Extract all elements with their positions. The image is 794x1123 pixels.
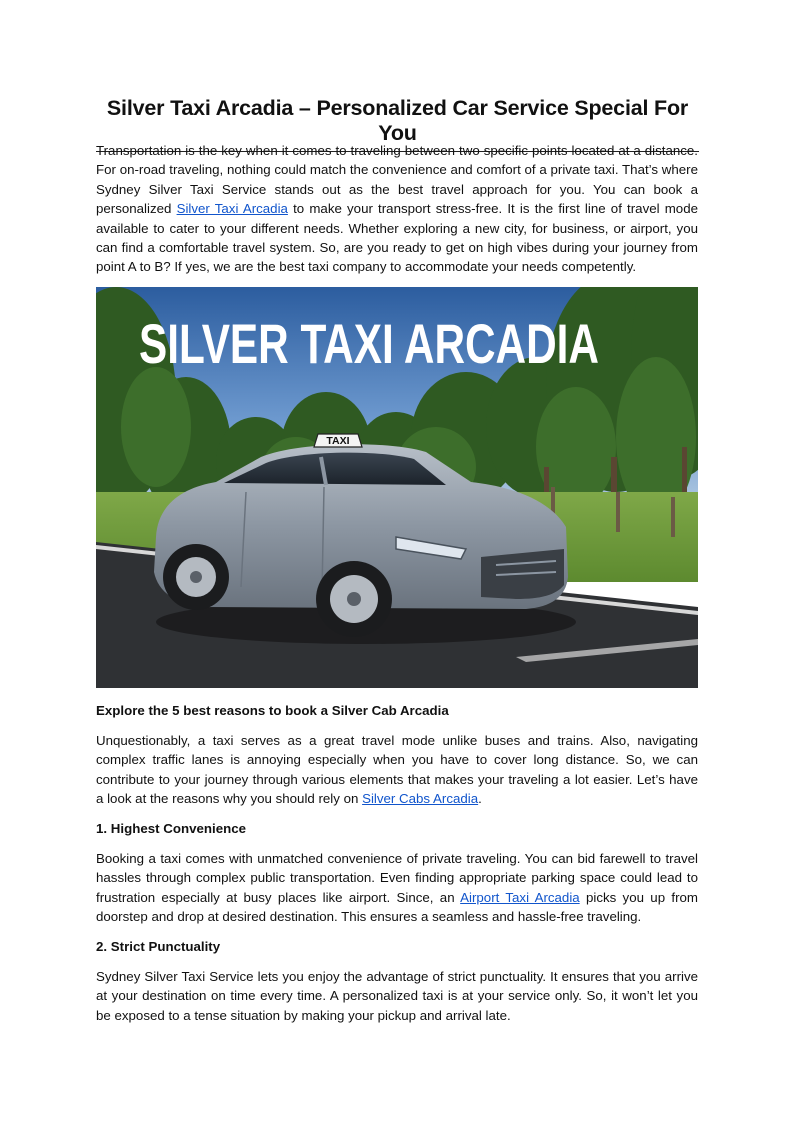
intro-paragraph (96, 141, 698, 277)
silver-cabs-arcadia-link[interactable]: Silver Cabs Arcadia (362, 791, 479, 807)
reasons-heading: Explore the 5 best reasons to book a Silver Cab Arcadia (96, 703, 449, 718)
hero-overlay-title: SILVER TAXI ARCADIA (139, 312, 599, 375)
section1-heading: 1. Highest Convenience (96, 821, 246, 836)
taxi-roof-sign: TAXI (326, 435, 350, 447)
section2-heading: 2. Strict Punctuality (96, 939, 221, 954)
section1-text-start: Booking a taxi comes with unmatched convenience of private traveling. You can bid farewell to travel hassles through complex public transportation. Even finding appropriate parking space could lead to frustration especially at busy places like airport. Since, an (96, 851, 698, 905)
section1-text-end: picks you up from doorstep and drop at desired destination. This ensures a seamless and hassle-free traveling. (96, 889, 698, 925)
reasons-intro-text-end: . (478, 791, 482, 807)
reasons-intro-text-start: Unquestionably, a taxi serves as a great travel mode unlike buses and trains. Also, navigating complex traffic lanes is annoying especially when you have to cover long distance. So, we can contribute to your journey through various elements that makes your traveling a lot easier. Let’s have a look at the reasons why you should rely on (96, 733, 698, 807)
intro-text-end: to make your transport stress-free. It is the first line of travel mode available to cater to your different needs. Whether exploring a new city, for business, or airport, you can find a comfortable travel system. So, are you ready to get on high vibes during your journey from point A to B? If yes, we are the best taxi company to accommodate your needs competently. (96, 201, 698, 275)
hero-image (96, 287, 698, 688)
intro-text-start: Transportation is the key when it comes to traveling between two specific points located at a distance. For on-road traveling, nothing could match the convenience and comfort of a private taxi. That’s where Sydney Silver Taxi Service stands out as the best travel approach for you. You can book a personalized (96, 143, 698, 217)
silver-taxi-arcadia-link[interactable]: Silver Taxi Arcadia (176, 201, 288, 217)
page-title: Silver Taxi Arcadia – Personalized Car Service Special For You (96, 96, 699, 152)
section1-paragraph (96, 849, 698, 927)
airport-taxi-arcadia-link[interactable]: Airport Taxi Arcadia (460, 889, 580, 905)
reasons-intro-paragraph (96, 731, 698, 809)
section2-paragraph: Sydney Silver Taxi Service lets you enjoy the advantage of strict punctuality. It ensures that you arrive at your destination on time every time. A personalized taxi is at your service only. So, it won’t let you be exposed to a tense situation by making your pickup and arrival late. (96, 969, 698, 1023)
